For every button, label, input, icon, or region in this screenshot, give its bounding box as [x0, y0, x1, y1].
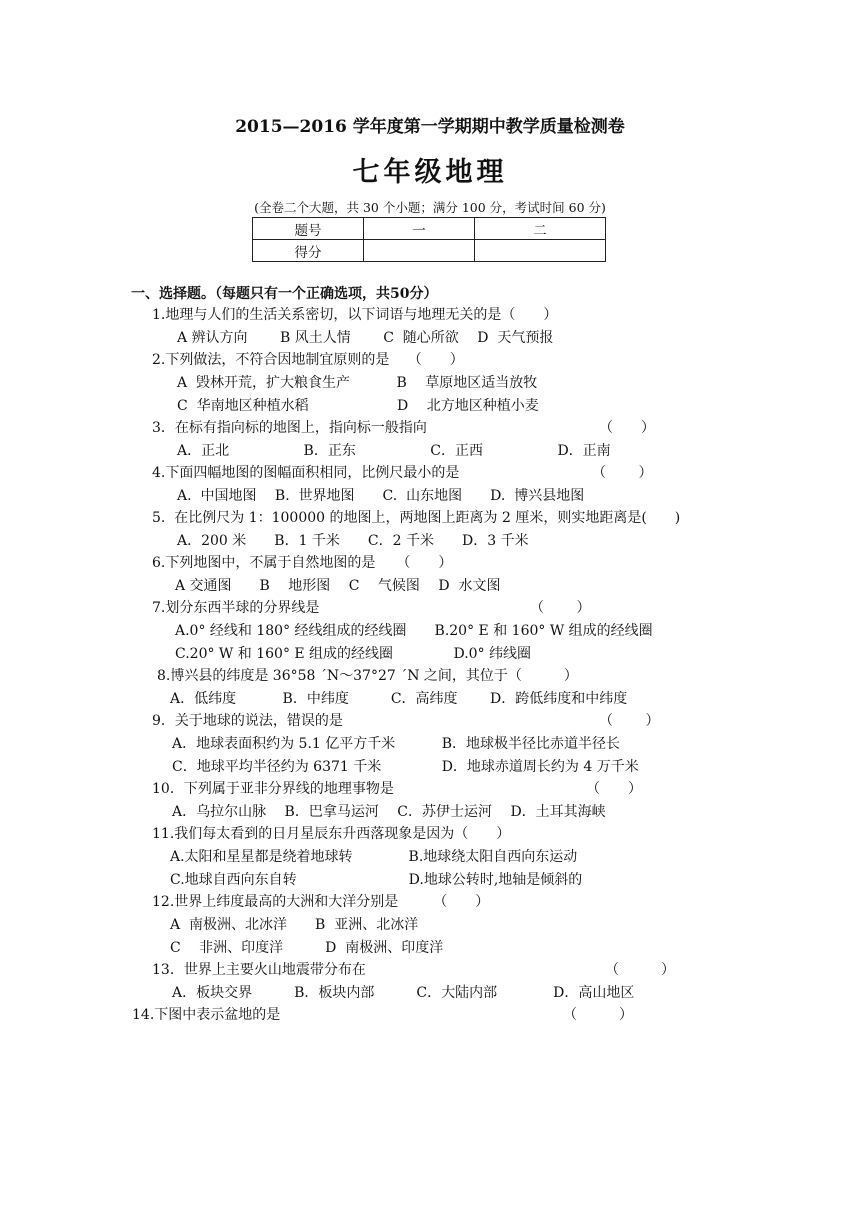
question-2: 2.下列做法，不符合因地制宜原则的是 （ ）	[152, 352, 464, 368]
question-13: 13．世界上主要火山地震带分布在	[152, 962, 366, 978]
question-5-options: A．200 米 B．1 千米 C．2 千米 D．3 千米	[177, 533, 529, 549]
question-9: 9．关于地球的说法，错误的是	[152, 713, 343, 729]
answer-bracket: （ ）	[563, 1007, 633, 1023]
question-10: 10．下列属于亚非分界线的地理事物是	[152, 781, 394, 797]
answer-bracket: （ ）	[599, 713, 660, 729]
question-7: 7.划分东西半球的分界线是	[152, 600, 320, 616]
score-table-row	[253, 218, 606, 240]
question-9-options: C．地球平均半径约为 6371 千米 D．地球赤道周长约为 4 万千米	[172, 759, 639, 775]
question-6: 6.下列地图中，不属于自然地图的是 （ ）	[152, 555, 453, 571]
question-3: 3．在标有指向标的地图上，指向标一般指向	[152, 420, 427, 436]
question-9-options: A．地球表面积约为 5.1 亿平方千米 B．地球极半径比赤道半径长	[172, 736, 621, 752]
question-4: 4.下面四幅地图的图幅面积相同，比例尺最小的是	[152, 465, 460, 481]
question-2-options: A 毁林开荒，扩大粮食生产 B 草原地区适当放牧	[177, 375, 538, 391]
answer-bracket: （ ）	[605, 962, 675, 978]
section-heading: 一、选择题。（每题只有一个正确选项，共50分）	[131, 286, 438, 302]
question-1: 1.地理与人们的生活关系密切，以下词语与地理无关的是（ ）	[152, 307, 558, 323]
question-3-options: A．正北 B．正东 C．正西 D．正南	[177, 443, 611, 459]
score-table	[252, 217, 606, 262]
question-8-options: A．低纬度 B．中纬度 C．高纬度 D．跨低纬度和中纬度	[170, 691, 628, 707]
question-10-options: A．乌拉尔山脉 B．巴拿马运河 C．苏伊士运河 D．土耳其海峡	[172, 804, 606, 820]
question-12-options: C 非洲、印度洋 D 南极洲、印度洋	[170, 940, 444, 956]
answer-bracket: （ ）	[586, 781, 642, 797]
question-13-options: A．板块交界 B．板块内部 C．大陆内部 D．高山地区	[172, 985, 635, 1001]
table-cell	[364, 240, 475, 262]
question-2-options: C 华南地区种植水稻 D 北方地区种植小麦	[177, 398, 539, 414]
answer-bracket: （ ）	[592, 465, 653, 481]
table-cell: 得分	[253, 240, 364, 262]
question-11: 11.我们每太看到的日月星辰东升西落现象是因为（ ）	[152, 826, 511, 842]
question-5: 5. 在比例尺为 1：100000 的地图上，两地图上距离为 2 厘米，则实地距离是( )	[152, 510, 681, 526]
question-12-options: A 南极洲、北冰洋 B 亚洲、北冰洋	[170, 917, 419, 933]
question-7-options: A.0° 经线和 180° 经线组成的经线圈 B.20° E 和 160° W 组成的经线圈	[175, 623, 653, 639]
table-cell: 一	[364, 218, 475, 240]
score-table-row	[253, 240, 606, 262]
question-12: 12.世界上纬度最高的大洲和大洋分别是 （ ）	[152, 894, 490, 910]
table-cell	[475, 240, 606, 262]
table-cell: 题号	[253, 218, 364, 240]
question-14: 14.下图中表示盆地的是	[132, 1007, 281, 1023]
question-7-options: C.20° W 和 160° E 组成的经线圈 D.0° 纬线圈	[175, 646, 532, 662]
exam-title: 2015—2016 学年度第一学期期中教学质量检测卷	[235, 117, 625, 137]
subject-title: 七年级地理	[352, 157, 508, 188]
table-cell: 二	[475, 218, 606, 240]
answer-bracket: （ ）	[599, 420, 655, 436]
answer-bracket: （ ）	[530, 600, 591, 616]
question-8: 8.博兴县的纬度是 36°58 ´N～37°27 ´N 之间，其位于（ ）	[157, 668, 578, 684]
question-6-options: A 交通图 B 地形图 C 气候图 D 水文图	[175, 578, 501, 594]
question-11-options: C.地球自西向东自转 D.地球公转时,地轴是倾斜的	[170, 872, 583, 888]
question-11-options: A.太阳和星星都是绕着地球转 B.地球绕太阳自西向东运动	[170, 849, 578, 865]
exam-note: (全卷二个大题，共 30 个小题；满分 100 分，考试时间 60 分)	[254, 200, 606, 215]
question-4-options: A. 中国地图 B. 世界地图 C. 山东地图 D. 博兴县地图	[177, 488, 585, 504]
question-1-options: A 辨认方向 B 风土人情 C 随心所欲 D 天气预报	[177, 330, 554, 346]
